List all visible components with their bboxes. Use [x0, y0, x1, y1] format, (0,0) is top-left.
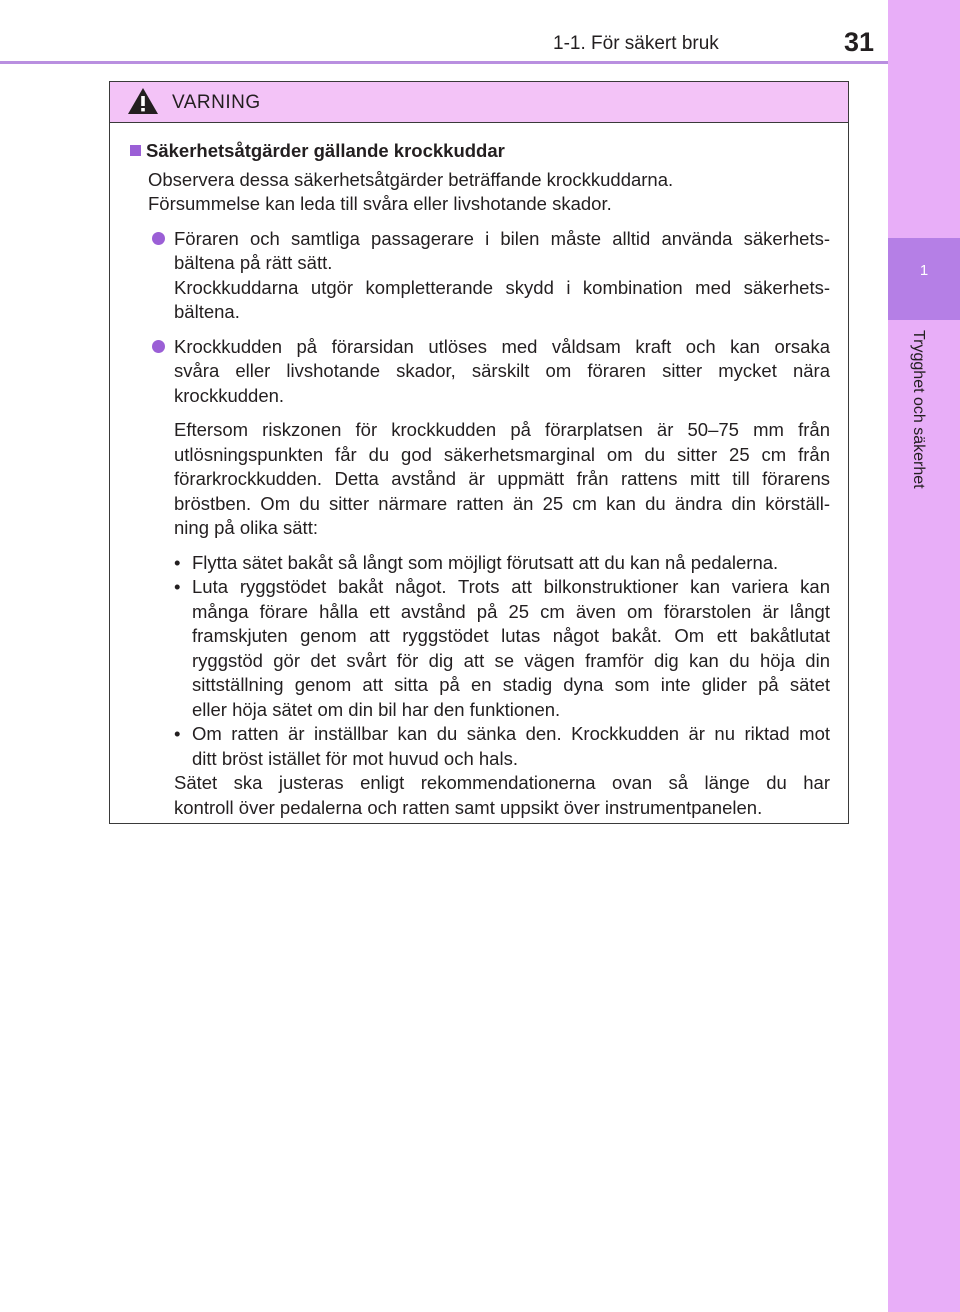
circle-bullet-icon — [152, 232, 165, 245]
bullet-item: Krockkudden på förarsidan utlöses med våldsam kraft och kan orsaka svåra eller livshotande skador, särskilt om föraren sitter mycket nära krockkudden. — [128, 335, 830, 409]
sub-bullet-item: • Luta ryggstödet bakåt något. Trots att bilkonstruktioner kan variera kan många förare hålla ett avstånd på 25 cm även om förarstolen är långt framskjuten genom att ryggstödet lutas något bakåt. Om ett bakåtlutat ryggstöd gör det svårt för dig att se vägen framför dig kan du höja din sittställning genom att sitta på en stadig dyna som inte glider på sätet eller höja sätet om din bil har den funktionen. — [174, 576, 830, 720]
warning-title: VARNING — [172, 92, 261, 113]
circle-bullet-icon — [152, 340, 165, 353]
warning-triangle-icon — [126, 86, 160, 116]
distance-paragraph: Eftersom riskzonen för krockkudden på förarplatsen är 50–75 mm från utlösningspunkten får du god säkerhetsmarginal om du sitter 25 cm från förarkrockkudden. Detta avstånd är uppmätt från rattens mitt till förarens bröstben. Om du sitter närmare ratten än 25 cm kan du ändra din körställ- ning på olika sätt: — [174, 419, 830, 538]
chapter-side-tab — [888, 0, 960, 1312]
bullet-item: Föraren och samtliga passagerare i bilen måste alltid använda säkerhets- bältena på rätt sätt. Krockkuddarna utgör kompletterande skydd i kombination med säkerhets- bältena. — [128, 227, 830, 325]
warning-section-title: Säkerhetsåtgärder gällande krockkuddar — [128, 139, 830, 164]
chapter-side-tab-active — [888, 238, 960, 320]
square-bullet-icon — [130, 145, 141, 156]
warning-box — [109, 81, 849, 824]
closing-paragraph: Sätet ska justeras enligt rekommendationerna ovan så länge du har kontroll över pedalerna och ratten samt uppsikt över instrumentpanelen. — [174, 772, 830, 818]
chapter-number: 1 — [919, 262, 929, 279]
intro-text: Observera dessa säkerhetsåtgärder beträffande krockkuddarna. Försummelse kan leda till svåra eller livshotande skador. — [148, 168, 674, 214]
section-title: 1-1. För säkert bruk — [553, 33, 719, 54]
warning-content — [110, 123, 848, 823]
sub-bullet-item: • Om ratten är inställbar kan du sänka den. Krockkudden är nu riktad mot ditt bröst istället för mot huvud och hals. — [174, 723, 830, 769]
header-rule — [0, 61, 888, 64]
chapter-title: Trygghet och säkerhet — [910, 330, 927, 489]
warning-header — [110, 82, 848, 123]
page-number: 31 — [844, 27, 875, 57]
sub-bullet-item: • Flytta sätet bakåt så långt som möjligt förutsatt att du kan nå pedalerna. — [174, 551, 779, 573]
